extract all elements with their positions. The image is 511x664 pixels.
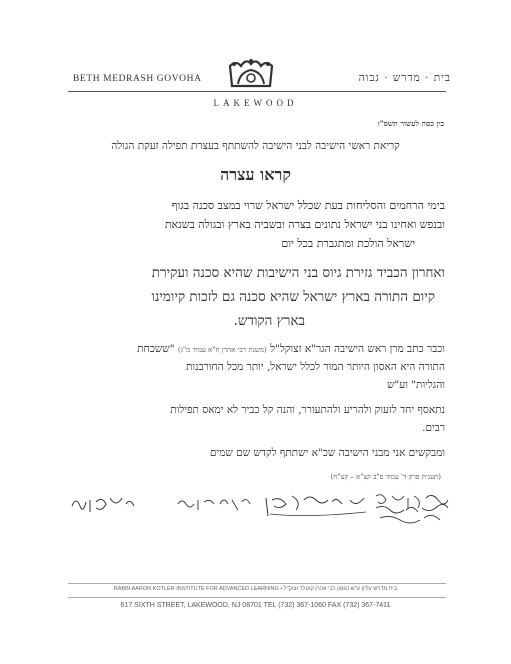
footer-institute-name: RABBI AARON KOTLER INSTITUTE FOR ADVANCED LEARNING • בית מדרש עליון ע"ש הגאון רבי אהרן קוטלר זצוק"ל [113, 586, 398, 592]
paragraph-3-line-1-end: "ששכחת [137, 343, 175, 355]
letterhead-city: LAKEWOOD [213, 98, 298, 108]
signature-3 [266, 496, 366, 516]
paragraph-1-line-3: ישראל הולכת ומתגברת בכל יום [281, 237, 415, 250]
paragraph-2-line-1: ואחרון הכביד גזירת גיוס בני הישיבות שהיא סכנה ועקירת [151, 265, 445, 281]
paragraph-5: ומבקשים אני מבני הישיבה שכ"א ישתתף לקדש שם שמים [209, 447, 445, 459]
signature-1 [72, 498, 134, 512]
footer-divider-bottom [68, 597, 446, 598]
citation: (תענית פרק ד' עמוד פ"ב קצ"א – קצ"ח) [330, 473, 441, 481]
page-title: קראו עצרה [220, 165, 291, 184]
paragraph-1-line-1: בימי הרחמים והסליחות בעת שכלל ישראל שרוי במצב סכנה בגוף [171, 199, 445, 212]
signature-4 [376, 495, 448, 523]
paragraph-3-line-1-start: וכבר כתב מרן ראש הישיבה הגר"א זצוקל"ל [270, 343, 445, 355]
footer-divider-top [68, 583, 446, 584]
paragraph-2-line-3: בארץ הקודש. [233, 313, 305, 329]
paragraph-4-line-2: רבים. [422, 422, 445, 434]
paragraph-3-line-1 [137, 343, 445, 355]
signature-2 [178, 499, 250, 510]
signatures [70, 488, 460, 528]
letterhead-name-hebrew: בית · מדרש · גבוה [358, 72, 451, 84]
footer-address: 617 SIXTH STREET, LAKEWOOD, NJ 08701 TEL (732) 367-1060 FAX (732) 367-7411 [120, 602, 391, 609]
subtitle: קריאת ראשי הישיבה לבני הישיבה להשתתף בעצרת תפילה זעקת הגולה [111, 140, 400, 152]
letterhead-divider [68, 91, 446, 92]
date-line: בין כסה לעשור תשס"ו [377, 119, 444, 128]
paragraph-4-line-1: נתאסף יחד לזעוק ולהריע ולהתעורר, והנה קל כביר לא ימאס תפילות [170, 404, 445, 416]
paragraph-1-line-2: ובנפש ואחינו בני ישראל נתונים בצרה ובשביה בארץ ובגולה בשנאת [164, 218, 445, 231]
source-reference: (משנת רבי אהרן ח"א עמוד מ"ג) [177, 346, 267, 354]
paragraph-3-line-3: והגליות" וע"ש [386, 379, 445, 391]
crown-logo-icon [226, 56, 276, 90]
paragraph-3-line-2: התורה היא האסון היותר המור לכלל ישראל, יותר מכל החורבנות [186, 361, 445, 373]
letterhead-name-english: BETH MEDRASH GOVOHA [73, 74, 202, 84]
paragraph-2-line-2: קיום התורה בארץ ישראל שהיא סכנה גם לזכות קיומינו [151, 289, 435, 305]
